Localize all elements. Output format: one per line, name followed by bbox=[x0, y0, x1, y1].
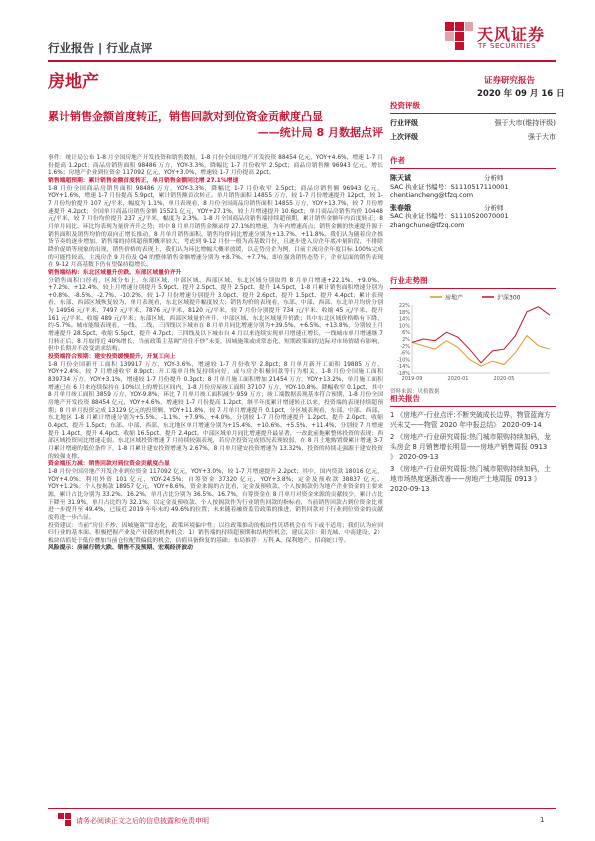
trend-chart bbox=[390, 291, 556, 386]
analyst-sac: SAC 执业证书编号：S1110517110001 bbox=[390, 182, 509, 191]
related-section bbox=[390, 393, 556, 496]
authors-section bbox=[390, 155, 556, 229]
report-body bbox=[48, 155, 383, 553]
analyst-name: 陈天诚 bbox=[390, 174, 411, 182]
analyst-name: 张春娥 bbox=[390, 203, 411, 212]
x-tick-label: 2019-09 bbox=[401, 376, 423, 382]
analyst-role: 分析师 bbox=[484, 203, 504, 212]
body-paragraph: 1-8 月份全国新开工面积 139917 万方，YOY-3.6%，增速较 1-7 月份收窄 2.8pct；8 月单月新开工面积 19885 万方，YOY+2.4%，较 7 月增速收窄 8.9pct；开工端单月恢复持续向好，或与房企积极回款等行为相关，1-8 月份全国施工面积 839734 万方，YOY+3.1%，增速较 1-7 月份提升 0.3pct；8 月单月施工面积增加 21454 万方，YOY+13.2%，单月施工面积增速已在 6 月来连续保持在 10%以上的增长区间内，1-8 月份房屋竣工面积 37107 万方，YOY-10.8%，降幅收窄 0.1pct，其中 8 月单月竣工面积 3859 万方，YOY-9.8%，环比 7 月单月竣工面积减少 959 万方；竣工端数据表现基本符合预期，1-8 月份全国房地产开发投资 88454 亿元，YOY+4.6%，增速较 1-7 月份提高 1.2pct，继半年度累计增速转正以来，投资端的表现持续超预期；8 月单月投资完成 13129 亿元的投资额，YOY+11.8%，较 7 月单月增速提升 0.1pct，分区域表现看，东部、中部、西部、东北地区 1-8 月累计增速分别为+5.5%、-1.1%、+7.9%、+4.0%，分别较 1-7 月份增速提升 1.2pct、提升 2.0pct、收缩 0.4pct、提升 1.5pct；东部、中部、西部、东北地区单月增速分别为+15.4%、+10.6%、+5.5%、+11.4%，分别较 7 月增速提升 1.4pct、提升 4.4pct、收缩 16.5pct、提升 2.4pct。中部区域单月同比增速提升最显著，一改此前拖累整体投资的表现；西部区域投资同比增速走弱，东北区域投资增速 7 月持续较强表现，若房企投资完成情况表现较弱，在 8 月土地购置费累计增速 3-7 月累计增速的低位条件下，1-8 月累计建安投资增速为 2.67%，8 月单月建安投资增速为 13.32%，投资的持续走强源于建安投资的较强支撑。 bbox=[48, 361, 383, 460]
body-paragraph: 投资建议：当前“房住不炒、因城施策”常态化，政策环境偏中性；以往政策推动的板块性贝塔机会在当下或不适用；我们认为应回归行业的基本面、积极把握产业及产业链的机构机会：1）销售端的持续超预期和结构性机会，建议关注：阳光城、中南建设；2）板块估值处于低位叠加当前仓位配置偏低的机会，估值具备修复的基础；布局推荐：万科 A、保利地产、招商蛇口等。 bbox=[48, 522, 383, 544]
logo-text-cn: 天风证券 bbox=[477, 25, 546, 44]
body-paragraph: 1-8 月份全国房地产开发企业到位资金 117092 亿元，YOY+3.0%，较 1-7 月增速提升 2.2pct；其中，国内贷款 18016 亿元，YOY+4.0%；利用外资 101 亿元，YOY-24.5%；自筹资金 37320 亿元，YOY+3.8%；定金及预收款 38837 亿元，YOY+1.2%；个人按揭款 18957 亿元，YOY+8.6%，资金来源的占比看，定金及预收款、个人按揭款仍为地产企业资金的主要来源，累计占比分别为 33.2%、16.2%，单月占比分别为 36.5%、16.7%，自筹资金在 8 月单月对资金来源的贡献较少，累计占比下降至 31.9%，单月占比约为 32.1%，以定金及预收款、个人按揭款作为行业销售回款的指标看，当前销售回款占到位资金比重进一步提升至 49.4%，已接近 2019 年年末的 49.6%的位置；未来随着融资监管政策的推进，销售回款对于行业到位资金的贡献度将进一步凸显。 bbox=[48, 468, 383, 521]
y-tick-label: 22% bbox=[398, 303, 410, 309]
rating-row bbox=[390, 132, 556, 142]
x-tick-label: 2020-05 bbox=[493, 376, 515, 382]
rating-value: 强于大市 bbox=[528, 133, 556, 141]
analyst-sac: SAC 执业证书编号：S1110520070001 bbox=[390, 212, 509, 220]
y-tick-label: 18% bbox=[398, 309, 410, 316]
body-paragraph: 1-8 月份全国商品房销售面积 98486 万方，YOY-3.3%，降幅比 1-7 月份收窄 2.5pct；商品房销售额 96943 亿元，YOY+1.6%，增速 1-7 月份提高 5.9pct，累计销售额首次转正。单月销售面积 14855 万方，较 1-7 月份增速提升 12pct，较 1-7 月份均价提升 107 元/平米，幅度为 1.1%，单月表现看，8 月份全国商品房销售面积 14855 万方，YOY+13.7%，较 7 月份增速提升 4.2pct；全国单月商品房销售金额 15521 亿元，YOY+27.1%，较上月增速提升 10.6pct；单月商品房销售均价 10448 元/平米，较 7 月份均价提升 237 元/平米，幅度为 2.3%。1-8 月全国商品房销售端持续超预期，累计销售金额年内首度转正；8 月单月同比、环比均表现为量价齐升之势；其中 8 月单月销售金额录得 27.1%的增速，为年内增速高点；销售金额的快速提升源于销售面积及销售均价的双向正增长推动，8 月单月销售面积、销售均价同比增速分别为+13.7%、+11.8%。我们认为随着房企推货节奏的逐步增加，销售端的持续超预期概率较大，考虑到 9-12 月份一般为高基数月份，且逐步进入房企年底冲量阶段，不排除降价促销等现象的出现，销售价格的表现上，我们认为环比增幅大概率放缓，以走势房企为例，目前主流房企年度目标 100%完成的可能性较高，主流房企 9 月份及 Q4 的整体销售金额增速分别为 +8.7%、+7.7%，即在强劲销售态势下，企业层面的销售表现在 9-12 月高基数下仍有望保持稳增长。 bbox=[48, 185, 383, 269]
trend-section bbox=[390, 275, 556, 395]
sector-title: 房地产 bbox=[48, 72, 99, 92]
authors-heading: 作者 bbox=[390, 155, 556, 169]
rating-section bbox=[390, 100, 556, 142]
y-tick-label: -6% bbox=[400, 350, 410, 357]
y-tick-label: -18% bbox=[397, 371, 410, 377]
breadcrumb: 行业报告 | 行业点评 bbox=[48, 41, 153, 55]
section-heading: 资金端压力减：销售回款对到位资金贡献度凸显 bbox=[48, 461, 170, 468]
related-report-link[interactable]: 1 《房地产-行业点评:不断突破成长边界，物管蓝海方兴未艾——物管 2020 年中报总结》 2020-09-14 bbox=[390, 411, 551, 429]
legend-label: 房地产 bbox=[445, 294, 464, 302]
company-logo bbox=[445, 22, 555, 56]
related-heading: 相关报告 bbox=[390, 393, 556, 407]
body-paragraph: 风险提示：房屋行销大跌、销售不及预期、宏观经济波动 bbox=[48, 545, 193, 552]
report-title: 累计销售金额首度转正，销售回款对到位资金贡献度凸显 bbox=[48, 110, 323, 123]
analyst-role: 分析师 bbox=[484, 174, 504, 182]
section-heading: 销售端结构：东北区域量升价跌、东部区域量价齐升 bbox=[48, 269, 182, 276]
footer-logo-icon bbox=[58, 813, 72, 827]
analyst-card bbox=[390, 174, 556, 200]
report-type: 证券研究报告 bbox=[484, 76, 536, 86]
y-tick-label: 6% bbox=[402, 330, 410, 337]
y-tick-label: -2% bbox=[400, 343, 410, 350]
rating-row bbox=[390, 118, 556, 128]
analyst-email[interactable]: chentiancheng@tfzq.com bbox=[390, 191, 474, 199]
rating-key: 上次评级 bbox=[390, 133, 418, 141]
footer-divider bbox=[48, 808, 556, 809]
tf-logo-icon bbox=[445, 22, 473, 50]
trend-heading: 行业走势图 bbox=[390, 275, 556, 289]
legend-label: 沪深300 bbox=[497, 294, 521, 302]
analyst-email[interactable]: zhangchune@tfzq.com bbox=[390, 220, 465, 229]
report-date: 2020 年 09 月 16 日 bbox=[477, 89, 565, 99]
chart-source: 资料来源：贝格数据 bbox=[390, 389, 440, 395]
y-tick-label: -10% bbox=[397, 357, 410, 364]
rating-heading: 投资评级 bbox=[390, 100, 556, 114]
section-heading: 销售端超预期：累计销售金额首度转正，单月销售金额同比增 27.1%增速 bbox=[48, 177, 239, 184]
related-list bbox=[390, 410, 556, 494]
disclaimer-note: 请务必阅读正文之后的信息披露和免责申明 bbox=[76, 817, 209, 825]
header-divider bbox=[48, 60, 556, 62]
y-tick-label: -14% bbox=[397, 364, 410, 371]
y-tick-label: 14% bbox=[398, 316, 410, 323]
analyst-card bbox=[390, 204, 556, 230]
logo-text-en: TF SECURITIES bbox=[478, 42, 537, 50]
y-tick-label: 2% bbox=[402, 337, 410, 343]
report-subtitle: ——统计局 8 月数据点评 bbox=[257, 126, 383, 139]
related-report-link[interactable]: 3 《房地产-行业研究周报:热门城市限购持续加码，土地市场热度逐渐改善——房地产土地周报 0913 》 2020-09-13 bbox=[390, 465, 551, 493]
rating-key: 行业评级 bbox=[390, 119, 418, 127]
rating-value: 强于大市(维持评级) bbox=[494, 119, 556, 127]
body-paragraph: 事件：统计局公布 1-8 月全国房地产开发投资和销售数据，1-8 月份全国房地产开发投资 88454 亿元，YOY+4.6%，增速 1-7 月份提高 1.2pct；商品房销售面积 98486 万方，YOY-3.3%，降幅比 1-7 月份收窄 2.5pct；商品房销售额 96943 亿元，增长 1.6%；房地产企业到位资金 117092 亿元，YOY+3.0%，增速较 1-7 月份提高 2pct。 bbox=[48, 155, 383, 177]
series-line bbox=[412, 307, 550, 363]
page-number: 1 bbox=[540, 816, 545, 824]
related-report-link[interactable]: 2 《房地产-行业研究周报:热门城市限购持续加码，龙头房企 8 月销售增长明显——房地产销售周报 0913 》 2020-09-13 bbox=[390, 433, 551, 461]
y-tick-label: 10% bbox=[398, 323, 410, 330]
body-paragraph: 分销售面积口径看，区域分布上，东部区域、中部区域、西部区域、东北区域分别取得 8 月单月增速+22.1%、+9.0%、+7.2%、+12.4%，较上月增速分别提升 5.9pct、提升 2.5pct、提升 2.5pct、提升 14.5pct，1-8 月累计销售面积增速分别为+0.8%、-8.5%、-2.7%、-10.2%，较 1-7 月份增速分别提升 3.0pct、提升 2.6pct、提升 1.5pct、提升 4.4pct；累计表现看，东部、西部区域恢复较为，单月表现看，东北区域提升幅度较大；销售均价的表现看，东部、中部、西部、东北单月均价分别为 14956 元/平米、7497 元/平米、7876 元/平米、8120 元/平米，较 7 月份分别提升 734 元/平米、收缩 45 元/平米、提升 161 元/平米、收缩 489 元/平米；东部区域、西部区域量价齐升，中部区域、东北区域量升价跌；其中东北区域价格略有下降，约-5.7%。城市能级表现看，一线、二线、三四线以下城市在 8 月单月同比增速分别为+39.5%、+6.5%、+13.8%，分别较上月增速提升 28.5pct、收缩 5.5pct、提升 4.7pct；三四线及以下城市自 4 月以来连续实现单月增速正增长，一线城市单月增速继 7 月转正后，8 月取得近 40%增长，当前政策主基调“房住不炒”未变，因城施策或成常态化，短期政策面的边际对市场情绪有影响，但中长期并不改变需求结构。 bbox=[48, 277, 383, 353]
x-tick-label: 2020-01 bbox=[447, 376, 469, 382]
section-heading: 投资端符合预期：建安投资缓慢提升，开复工向上 bbox=[48, 354, 176, 361]
